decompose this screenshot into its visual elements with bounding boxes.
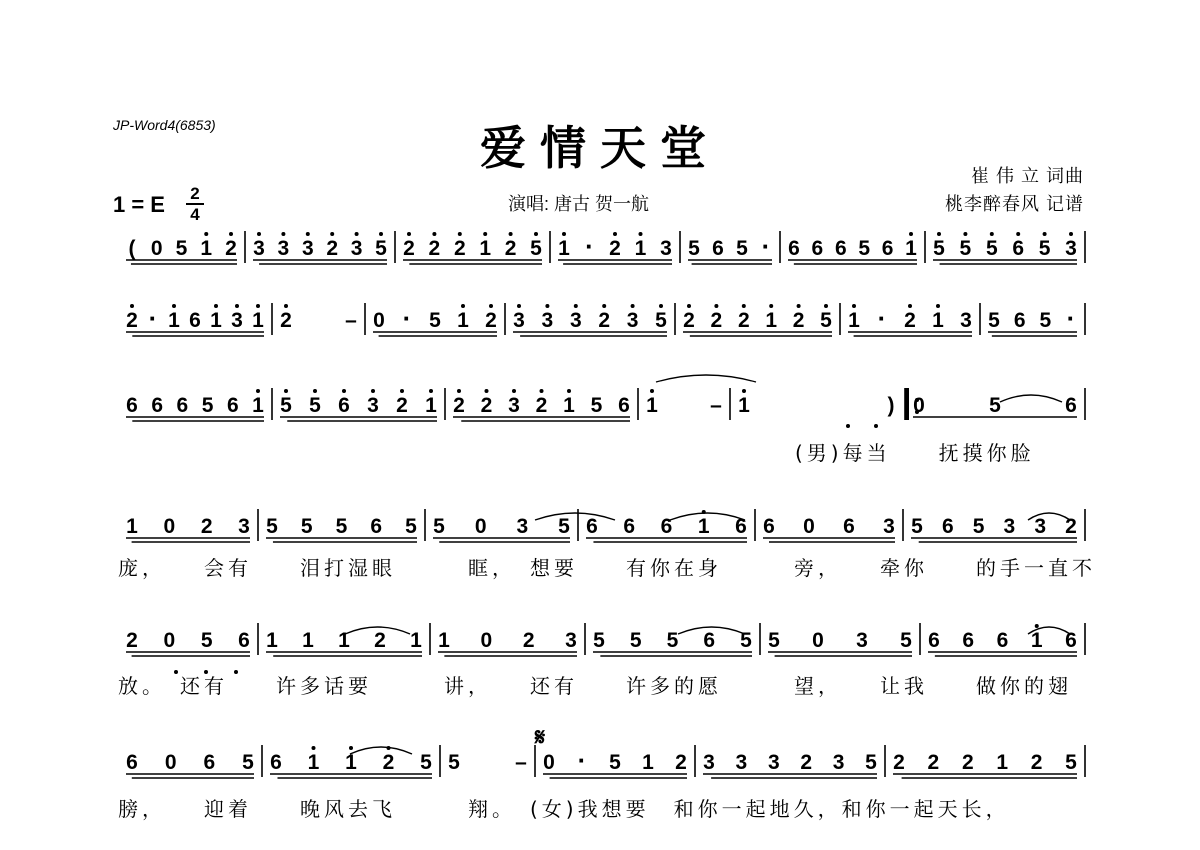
note: 5 [242,751,254,774]
octave-high-dot [990,232,994,236]
note: 1 [168,309,180,332]
note: 5 [629,629,642,652]
octave-high-dot [429,389,433,393]
note: 1 [642,751,654,774]
note: 1 [558,237,570,260]
note: 5 [865,751,877,774]
note: 0 [480,629,493,652]
note: 6 [126,394,138,417]
note: 0 [812,629,824,652]
note: 5 [609,751,621,774]
note: · [1066,303,1076,333]
note: 2 [453,237,466,260]
octave-high-dot [407,232,411,236]
octave-high-dot [284,304,288,308]
note: 5 [200,629,213,652]
note: 1 [996,751,1009,774]
note: 2 [675,751,687,774]
note: 1 [438,629,450,652]
note: 1 [410,629,422,652]
note: 5 [266,515,278,538]
lyric-line: 庞， 会有 泪打湿眼 眶， 想要 有你在身 旁， 牵你 的手一直不 [118,556,1096,580]
note: 5 [740,629,752,652]
note: 3 [660,237,672,260]
note: – [345,309,357,332]
note: 3 [541,309,554,332]
note: 2 [609,237,621,260]
note: 6 [176,394,189,417]
note: 1 [932,309,944,332]
note: 1 [425,394,437,417]
note: 6 [270,751,282,774]
octave-high-dot [567,389,571,393]
note: 0 [803,515,815,538]
octave-high-dot [349,746,353,750]
note: 6 [1065,629,1077,652]
octave-high-dot [659,304,663,308]
note: 5 [420,751,432,774]
note: 3 [832,751,845,774]
note: – [710,394,722,417]
note: 1 [848,309,860,332]
note: 5 [820,309,832,332]
note: 2 [1030,751,1043,774]
note: 5 [175,237,188,260]
note: 3 [350,237,363,260]
note: 0 [163,629,176,652]
note: 2 [792,309,805,332]
note: 5 [985,237,998,260]
octave-high-dot [742,389,746,393]
note: 6 [338,394,350,417]
octave-high-dot [714,304,718,308]
tie-slur [1000,395,1062,402]
octave-low-dot [846,424,850,428]
octave-high-dot [355,232,359,236]
note: · [761,231,771,261]
note: 5 [433,515,445,538]
note: 6 [203,751,216,774]
note: 6 [370,515,383,538]
note: 5 [933,237,945,260]
segno-sign: 𝄋 [534,723,546,751]
note: 5 [736,237,748,260]
octave-high-dot [574,304,578,308]
note: 3 [1034,515,1047,538]
note: 2 [961,751,974,774]
octave-high-dot [1035,624,1039,628]
note: 6 [1012,237,1025,260]
octave-high-dot [330,232,334,236]
note: 3 [301,237,314,260]
note: 6 [126,751,138,774]
note: 5 [375,237,387,260]
note: 2 [927,751,940,774]
octave-high-dot [534,232,538,236]
octave-high-dot [631,304,635,308]
note: 6 [881,237,894,260]
octave-high-dot [562,232,566,236]
octave-high-dot [172,304,176,308]
note: 1 [126,515,138,538]
note: 1 [479,237,492,260]
octave-high-dot [130,304,134,308]
note: 1 [200,237,213,260]
note: 3 [767,751,780,774]
note: · [148,303,158,333]
note: 5 [666,629,679,652]
note: 6 [811,237,824,260]
note: 5 [900,629,912,652]
note: 2 [904,309,916,332]
octave-high-dot [306,232,310,236]
note: 6 [238,629,250,652]
note: 3 [253,237,265,260]
note: 1 [252,394,264,417]
note: 2 [280,309,292,332]
note: 2 [403,237,415,260]
note: 0 [163,515,176,538]
octave-high-dot [613,232,617,236]
note: 3 [508,394,520,417]
octave-high-dot [797,304,801,308]
note: 2 [126,309,138,332]
note: 5 [655,309,667,332]
note: 3 [367,394,379,417]
note: 0 [373,309,385,332]
note: 1 [738,394,750,417]
note: 1 [1030,629,1043,652]
note: 1 [307,751,320,774]
octave-high-dot [769,304,773,308]
octave-high-dot [963,232,967,236]
octave-high-dot [509,232,513,236]
octave-low-dot [874,424,878,428]
note: ( [128,237,136,260]
note: 0 [474,515,487,538]
note: 2 [200,515,213,538]
note: 6 [586,515,598,538]
note: · [402,303,412,333]
lyric-line: (男)每当 抚摸你脸 [795,441,1035,465]
octave-high-dot [371,389,375,393]
note: 6 [618,394,630,417]
time-signature-numerator: 2 [190,184,200,203]
note: 3 [626,309,639,332]
note: 3 [960,309,972,332]
note: 6 [660,515,673,538]
note: 0 [543,751,555,774]
octave-high-dot [313,389,317,393]
note: 6 [703,629,716,652]
octave-high-dot [379,232,383,236]
note: 2 [710,309,723,332]
octave-high-dot [204,232,208,236]
note: 6 [735,515,747,538]
note: 5 [309,394,321,417]
note: 0 [150,237,163,260]
note: 2 [893,751,905,774]
octave-high-dot [229,232,233,236]
note: 3 [277,237,290,260]
note: 6 [843,515,855,538]
note: 3 [883,515,895,538]
note: 6 [834,237,847,260]
note: 2 [504,237,517,260]
octave-high-dot [432,232,436,236]
note: – [515,751,527,774]
note: 6 [996,629,1009,652]
note: 3 [569,309,582,332]
octave-high-dot [512,389,516,393]
note: 3 [565,629,577,652]
note: 2 [428,237,441,260]
note: 1 [634,237,647,260]
note: 3 [1003,515,1016,538]
note: 2 [453,394,465,417]
note: 6 [623,515,636,538]
note: 6 [1065,394,1077,417]
octave-high-dot [852,304,856,308]
note: 5 [688,237,700,260]
note: 2 [1065,515,1077,538]
note: 5 [768,629,780,652]
note: 2 [480,394,493,417]
note: 5 [593,629,605,652]
note: 3 [1065,237,1077,260]
singer-credit: 演唱: 唐古 贺一航 [508,194,650,214]
note: · [585,231,594,261]
note: 3 [856,629,868,652]
octave-high-dot [461,304,465,308]
note: 2 [396,394,408,417]
note: · [877,303,887,333]
note: 2 [522,629,535,652]
octave-high-dot [908,304,912,308]
note: 6 [788,237,800,260]
note: 3 [231,309,243,332]
note: 2 [485,309,497,332]
octave-high-dot [540,389,544,393]
note: 1 [338,629,350,652]
note: 1 [563,394,575,417]
octave-high-dot [1069,232,1073,236]
note: 5 [972,515,985,538]
octave-high-dot [235,304,239,308]
tie-slur [535,513,615,520]
note: 5 [201,394,214,417]
octave-high-dot [489,304,493,308]
note: 6 [928,629,940,652]
tie-slur [350,747,412,754]
octave-high-dot [1016,232,1020,236]
octave-high-dot [257,232,261,236]
note: 2 [535,394,548,417]
note: 2 [683,309,695,332]
octave-high-dot [284,389,288,393]
octave-high-dot [457,389,461,393]
octave-high-dot [312,746,316,750]
note: 6 [151,394,164,417]
note: 1 [905,237,917,260]
note: 6 [763,515,775,538]
note: 1 [457,309,469,332]
note: 5 [988,309,1000,332]
note: 2 [374,629,386,652]
note: 1 [252,309,264,332]
note: 5 [300,515,313,538]
note: 5 [405,515,417,538]
key-signature: 1 = E [113,192,165,217]
octave-high-dot [458,232,462,236]
octave-high-dot [400,389,404,393]
note: 5 [280,394,292,417]
time-signature-denominator: 4 [190,205,200,224]
tie-slur [656,375,756,382]
note: 6 [941,515,954,538]
note: 5 [959,237,972,260]
octave-high-dot [483,232,487,236]
note: 2 [598,309,611,332]
note: 0 [913,394,925,417]
octave-high-dot [281,232,285,236]
note: 2 [225,237,237,260]
note: 6 [962,629,975,652]
note: 1 [345,751,357,774]
note: 5 [558,515,570,538]
note: 2 [800,751,813,774]
composer-credit: 崔 伟 立 词曲 [970,166,1084,186]
octave-high-dot [687,304,691,308]
transcriber-credit: 桃李醉春风 记谱 [944,194,1084,214]
octave-high-dot [1043,232,1047,236]
note: 2 [382,751,395,774]
octave-high-dot [936,304,940,308]
note: 3 [516,515,529,538]
note: 3 [513,309,525,332]
octave-high-dot [545,304,549,308]
note: 6 [1013,309,1026,332]
octave-high-dot [214,304,218,308]
note: 1 [697,515,710,538]
octave-high-dot [602,304,606,308]
octave-high-dot [909,232,913,236]
octave-high-dot [650,389,654,393]
note: 5 [1038,237,1051,260]
lyric-line: 放。 还有 许多话要 讲， 还有 许多的愿 望， 让我 做你的翅 [118,674,1072,698]
note: 5 [1039,309,1052,332]
note: 5 [429,309,441,332]
note: 1 [765,309,778,332]
note: 5 [858,237,871,260]
note: 1 [266,629,278,652]
note: ) [887,394,895,417]
note: 6 [189,309,201,332]
note: · [577,745,587,775]
note: 5 [989,394,1001,417]
octave-high-dot [824,304,828,308]
lyric-line: 膀， 迎着 晚风去飞 翔。 (女)我想要 和你一起地久，和你一起天长， [118,797,1010,821]
note: 2 [326,237,339,260]
note: 2 [737,309,750,332]
note: 6 [712,237,724,260]
octave-high-dot [742,304,746,308]
note: 3 [238,515,250,538]
octave-high-dot [639,232,643,236]
note: 5 [590,394,603,417]
note: 0 [164,751,177,774]
note: 1 [302,629,314,652]
octave-high-dot [256,389,260,393]
note: 1 [646,394,658,417]
software-source-label: JP-Word4(6853) [113,117,216,133]
note: 5 [1065,751,1077,774]
octave-high-dot [256,304,260,308]
octave-high-dot [342,389,346,393]
song-title: 爱情天堂 [480,121,720,175]
octave-high-dot [517,304,521,308]
note: 3 [703,751,715,774]
note: 6 [226,394,239,417]
note: 5 [448,751,460,774]
note: 1 [210,309,222,332]
note: 5 [911,515,923,538]
note: 3 [735,751,748,774]
note: 5 [530,237,542,260]
octave-high-dot [485,389,489,393]
note: 5 [335,515,348,538]
octave-high-dot [937,232,941,236]
note: 2 [126,629,138,652]
